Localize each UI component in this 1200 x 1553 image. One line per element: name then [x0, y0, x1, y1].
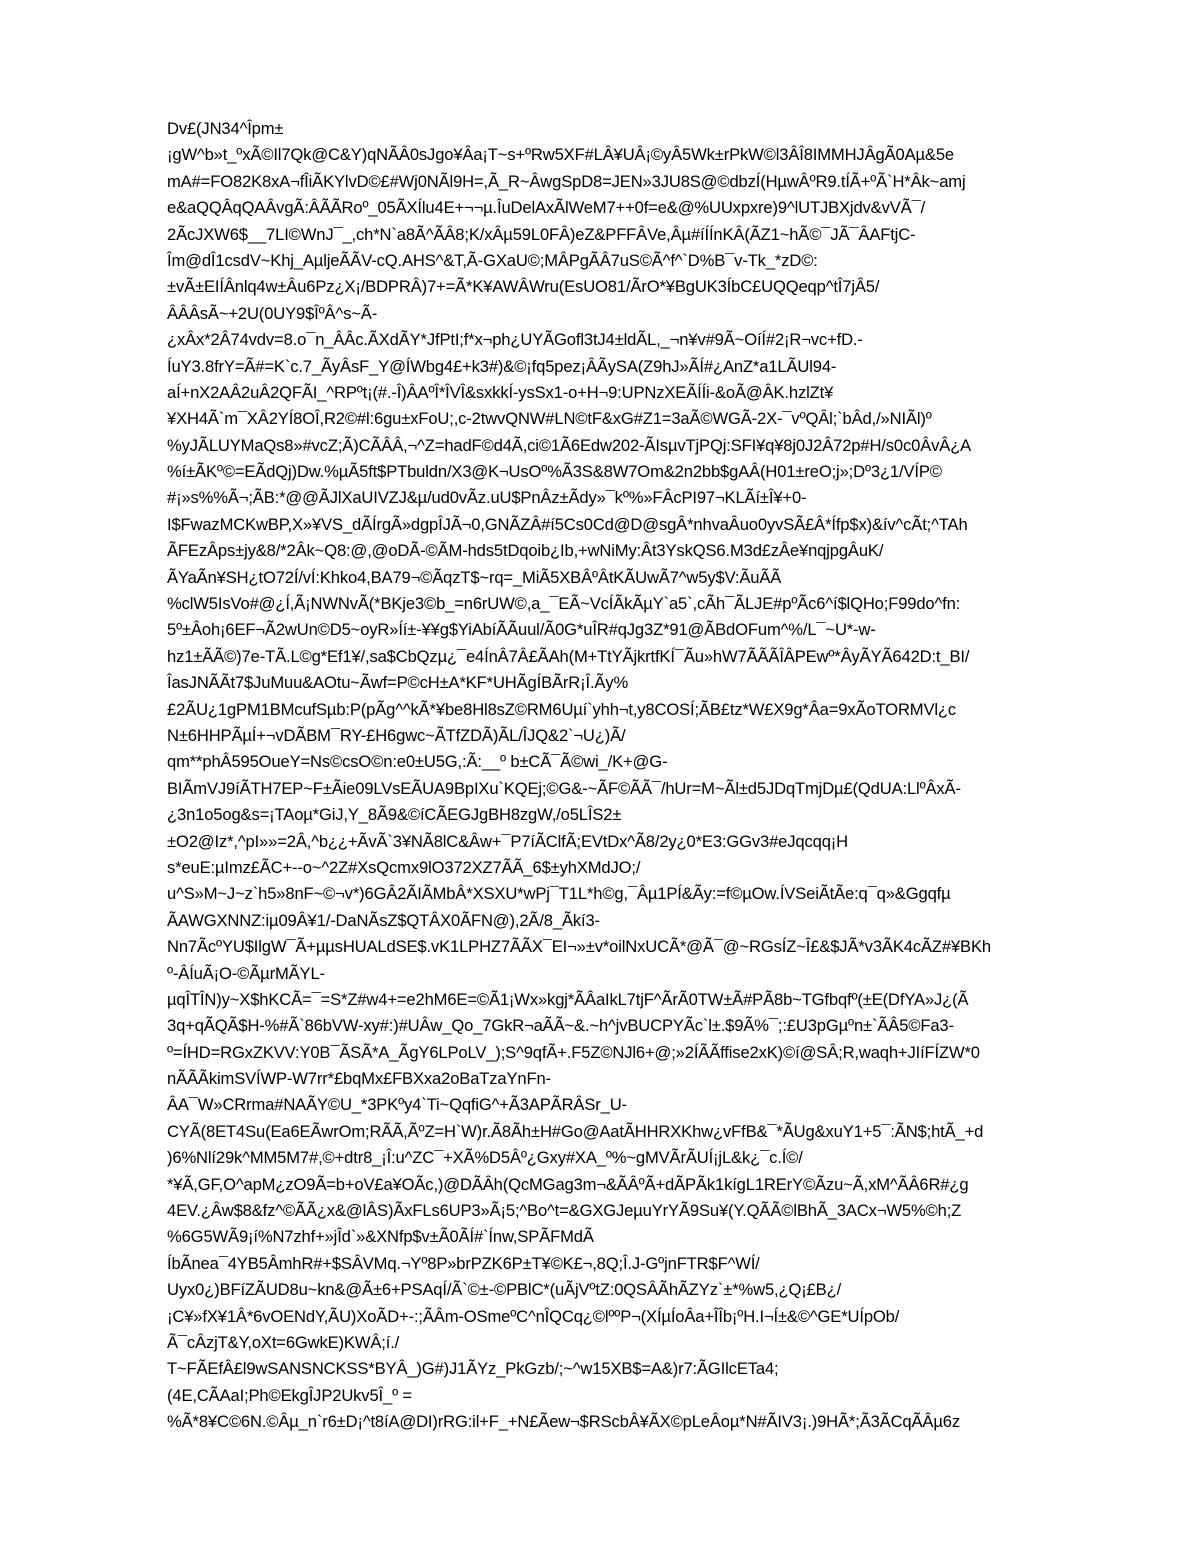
text-line: º=ÍHD=RGxZKVV:Y0B¯ÃSÃ*A_ÃgY6LPoLV_);S^9qfÃ+.F5Z©NJl6+@;»2ÍÃÃffise2xK)©í@SÂ;R,waqh+JIíFÍZW*0	[167, 1042, 980, 1062]
text-line: ÃFEzÂps±jy&8/*2Âk~Q8:@,@oDÃ-©ÃM-hds5tDqoib¿Ib,+wNiMy:Ât3YskQS6.M3d£zÂe¥nqjpgÂuK/	[167, 541, 884, 561]
text-line: ±O2@Iz*,^pI»»=2Â,^b¿¿+ÃvÃ`3¥NÃ8lC&Âw+¯P7íÃClfÃ;EVtDx^Ã8/2y¿0*E3:GGv3#eJqcqq¡H	[167, 831, 849, 851]
text-line: 3q+qÃQÃ$H-%#Ã`86bVW-xy#:)#UÂw_Qo_7GkR¬aÃÃ~&.~h^jvBUCPYÃc`l±.$9Ã%¯;:£U3pGµºn±`ÃÂ5©Fa3-	[167, 1016, 954, 1036]
text-line: ÎasJNÃÃt7$JuMuu&AOtu~Ãwf=P©cH±A*KF*UHÃgÍBÃrR¡Î.Ãy%	[167, 673, 629, 693]
text-line: %Ã*8¥C©6N.©Âµ_n`r6±D¡^t8íA@DI)rRG:il+F_+N£Ãew¬$RScbÂ¥ÃX©pLeÂoµ*N#ÃIV3¡.)9HÃ*;Ã3ÃCqÃÂµ6z	[167, 1412, 960, 1432]
text-line: ¿3n1o5og&s=¡TAoµ*GiJ,Y_8Ã9&©íCÃEGJgBH8zgW,/o5LÎS2±	[167, 805, 622, 825]
text-line: ¡C¥»fX¥1Â*6vOENdY,ÃU)XoÃD+-:;ÃÂm-OSmeºC^nÎQCq¿©lººP¬(XÍµÍoÂa+ÎÎb¡ºH.I¬Í±&©^GE*UÍpOb/	[167, 1306, 900, 1326]
text-line: %í±ÃKº©=EÃdQj)Dw.%µÃ5ft$PTbuldn/X3@K¬UsOº%Ã3S&8W7Om&2n2bb$gAÂ(H01±reO;j»;Dº3¿1/VÍP©	[167, 462, 942, 482]
text-line: ÍbÃnea¯4YB5ÂmhR#+$SÂVMq.¬Yº8P»brPZK6P±T¥©K£¬,8Q;Î.J-GºjnFTR$F^WÍ/	[167, 1253, 760, 1273]
text-line: #¡»s%%Ã¬;ÃB:*@@ÃJlXaUIVZJ&µ/ud0vÃz.uU$PnÂz±Ãdy»¯kº%»FÂcPI97¬KLÃí±Î¥+0-	[167, 488, 807, 508]
document-body-text	[167, 116, 1127, 1436]
text-line: (4E,CÃAaI;Ph©EkgÎJP2Ukv5Î_º =	[167, 1385, 412, 1405]
text-line: I$FwazMCKwBP,X»¥VS_dÃÍrgÃ»dgpÎJÃ¬0,GNÃZÂ#í5Cs0Cd@D@sgÂ*nhvaÂuo0yvSÃ£Â*Ífp$x)&ív^cÃt;^TAh	[167, 514, 968, 534]
text-line: 2ÃcJXW6$__7LI©WnJ¯_,ch*N`a8Ã^ÃÂ8;K/xÂµ59L0FÂ)eZ&PFFÂVe,Âµ#íÍÍnKÂ(ÃZ1~hÃ©¯JÃ¯ÂAFtjC-	[167, 224, 916, 244]
text-line: T~FÃEfÂ£l9wSANSNCKSS*BYÂ_)G#)J1ÃYz_PkGzb/;~^w15XB$=A&)r7:ÃGIlcETa4;	[167, 1359, 779, 1379]
text-line: ±vÃ±EIÍÂnlq4w±Âu6Pz¿X¡/BDPRÂ)7+=Ã*K¥AWÂWru(EsUO81/ÃrO*¥BgUK3ÍbC£UQQeqp^tÎ7jÂ5/	[167, 277, 880, 297]
text-line: Uyx0¿)BFíZÃUD8u~kn&@Ã±6+PSAqÍ/Ã`©±-©PBlC*(uÃjVºtZ:0QSÂÃhÃZYz`±*%w5,¿Q¡£B¿/	[167, 1280, 842, 1300]
text-line: ÍuY3.8frY=Ã#=K`c.7_ÃyÂsF_Y@ÍWbg4£+k3#)&©¡fq5pez¡ÂÃySA(Z9hJ»ÃÍ#¿AnZ*a1LÃUl94-	[167, 356, 837, 376]
text-line: qm**phÂ595OueY=Ns©csO©n:e0±U5G,:Ã:__º b±CÃ¯Ã©wi_/K+@G-	[167, 752, 668, 772]
text-line: ¡gW^b»t_ºxÃ©Il7Qk@C&Y)qNÃÂ0sJgo¥Âa¡T~s+ºRw5XF#LÂ¥UÂ¡©yÂ5Wk±rPkW©l3ÂÎ8IMMHJÂgÃ0Aµ&5e	[167, 145, 954, 165]
text-line: %yJÃLUYMaQs8»#vcZ;Ã)CÃÂÂ,¬^Z=hadF©d4Ã,ci©1Ã6Edw202-ÃIsµvTjPQj:SFI¥q¥8j0J2Â72p#H/s0c0ÂvÂ¿A	[167, 435, 972, 455]
text-line: ¥XH4Ã`m¯XÂ2YÍ8OÎ,R2©#l:6gu±xFoU;,c-2twvQNW#LN©tF&xG#Z1=3aÃ©WGÃ-2X-¯vºQÂl;`bÂd,/»NIÃl)º	[167, 409, 932, 429]
text-line: N±6HHPÃµÍ+¬vDÃBM¯RY-£H6gwc~ÃTfZDÃ)ÃL/ÎJQ&2`¬U¿)Ã/	[167, 725, 626, 745]
text-line: %clW5IsVo#@¿Í,Ã¡NWNvÃ(*BKje3©b_=n6rUW©,a_¯EÃ~VcÍÃkÃµY`a5`,cÃh¯ÃLJE#pºÃc6^í$lQHo;F99do^fn:	[167, 594, 961, 614]
text-line: hz1±ÃÃ©)7e-TÃ.L©g*Ef1¥/,sa$CbQzµ¿¯e4ÍnÂ7Â£ÃAh(M+TtYÃjkrtfKÍ¯Ãu»hW7ÃÃÃÎÂPEwº*ÂyÃYÃ642D:t_BI/	[167, 646, 970, 666]
text-line: *¥Ã,GF,O^apM¿zO9Ã=b+oV£a¥OÃc,)@DÃÂh(QcMGag3m¬&ÃÂºÃ+dÃPÃk1kígL1RErY©Ãzu~Ã,xM^ÃÂ6R#¿g	[167, 1174, 969, 1194]
text-line: ÃAWGXNNZ:iµ09Â¥1/-DaNÃsZ$QTÂX0ÃFN@),2Ã/8_Ãkí3-	[167, 910, 600, 930]
text-line: BIÃmVJ9íÃTH7EP~F±Ãie09LVsEÃUA9BpIXu`KQEj;©G&-~ÃF©ÃÃ¯/hUr=M~Ãl±d5JDqTmjDµ£(QdUA:LlºÂxÃ-	[167, 778, 961, 798]
text-line: Nn7ÃcºYU$IlgW¯Ã+µµsHUALdSE$.vK1LPHZ7ÃÃX¯EI¬»±v*oilNxUCÃ*@Ã¯@~RGsÍZ~Î£&$JÃ*v3ÃK4cÃZ#¥BKh	[167, 937, 991, 957]
text-line: e&aQQÂqQAÂvgÃ:ÂÃÃRoº_05ÃXÍlu4E+¬¬µ.ÎuDelAxÃlWeM7++0f=e&@%UUxpxre)9^lUTJBXjdv&vVÃ¯/	[167, 198, 926, 218]
text-line: ÂÂÂsÃ~+2U(0UY9$ÎºÂ^s~Ã-	[167, 303, 378, 323]
text-line: mA#=FO82K8xA¬fÎiÃKYlvD©£#Wj0NÃl9H=,Ã_R~ÂwgSpD8=JEN»3JU8S@©dbzÍ(HµwÂºR9.tÍÃ+ºÃ`H*Âk~amj	[167, 171, 966, 191]
text-line: ÂA¯W»CRrma#NAÃY©U_*3PKºy4`Ti~QqfiG^+Ã3APÃRÂSr_U-	[167, 1095, 627, 1115]
text-line: %6G5WÃ9¡í%N7zhf+»jÎd`»&XNfp$v±Ã0ÃÍ#`Ínw,SPÃFMdÃ	[167, 1227, 594, 1247]
text-line: ¿xÂx*2Â74vdv=8.o¯n_ÂÂc.ÃXdÃY*JfPtI;f*x¬ph¿UYÃGofl3tJ4±ldÃL,_¬n¥v#9Ã~OíÍ#2¡R¬vc+fD.-	[167, 330, 863, 350]
text-line: u^S»M~J~z`h5»8nF~©¬v*)6GÂ2ÃIÃMbÂ*XSXU*wPj¯T1L*h©g,¯Âµ1PÍ&Ãy:=f©µOw.ÍVSeiÃtÃe:q¯q»&Ggqfµ	[167, 884, 951, 904]
text-line: nÃÃÃkimSVÍWP-W7rr*£bqMx£FBXxa2oBaTzaYnFn-	[167, 1069, 551, 1089]
text-line: £2ÃU¿1gPM1BMcufSµb:P(pÃg^^kÃ*¥be8Hl8sZ©RM6Uµí`yhh¬t,y8COSÍ;ÃB£tz*W£X9g*Âa=9xÃoTORMVl¿c	[167, 699, 957, 719]
text-line: Dv£(JN34^Îpm±	[167, 119, 284, 138]
text-line: ÃYaÃn¥SH¿tO72Í/vÍ:Khko4,BA79¬©ÃqzT$~rq=_MiÃ5XBÂºÂtKÃUwÃ7^w5y$V:ÃuÃÃ	[167, 567, 782, 587]
text-line: µqÎTÎN)y~X$hKCÃ=¯=S*Z#w4+=e2hM6E=©Ã1¡Wx»kgj*ÃÂaIkL7tjF^ÃrÃ0TW±Ã#PÃ8b~TGfbqfº(±E(DfYA»J¿(Ã	[167, 989, 969, 1009]
text-line: Îm@dÎ1csdV~Khj_AµljeÃÃV-cQ.AHS^&T,Ã-GXaU©;MÂPgÃÂ7uS©Ã^f^`D%B¯v-Tk_*zD©:	[167, 250, 818, 270]
text-line: Ã¯cÂzjT&Y,oXt=6GwkE)KWÂ;í./	[167, 1332, 400, 1352]
text-line: CYÃ(8ET4Su(Ea6EÃwrOm;RÃÃ,ÃºZ=H`W)r.Ã8Ãh±H#Go@AatÃHHRXKhw¿vFfB&¯*ÃUg&xuY1+5¯:ÃN$;htÃ_+d	[167, 1121, 984, 1141]
text-line: aÍ+nX2AÂ2uÂ2QFÃI_^RPºt¡(#.-Î)ÂAºÎ*ÎVÎ&sxkkÍ-ysSx1-o+H¬9:UPNzXEÃÍÍi-&oÃ@ÂK.hzlZt¥	[167, 382, 834, 402]
text-line: 5º±Âoh¡6EF¬Ã2wUn©D5~oyR»Íí±-¥¥g$YiAbíÃÃuul/Ã0G*uÎR#qJg3Z*91@ÃBdOFum^%/L¯~U*-w-	[167, 620, 876, 640]
text-line: 4EV.¿Âw$8&fz^©ÃÃ¿x&@lÂS)ÃxFLs6UP3»Ã¡5;^Bo^t=&GXGJeµuYrYÃ9Su¥(Y.QÃÃ©lBhÃ_3ACx¬W5%©h;Z	[167, 1201, 962, 1221]
text-line: º-ÂÍuÃ¡O-©ÃµrMÃYL-	[167, 963, 325, 983]
text-line: )6%Nlí29k^MM5M7#,©+dtr8_¡Î:u^ZC¯+XÃ%D5Âº¿Gxy#XA_º%~gMVÃrÃUÍ¡jL&k¿¯c.Í©/	[167, 1148, 803, 1168]
text-line: s*euE:µImz£ÃC+--o~^2Z#XsQcmx9lO372XZ7ÃÃ_6$±yhXMdJO;/	[167, 857, 641, 877]
